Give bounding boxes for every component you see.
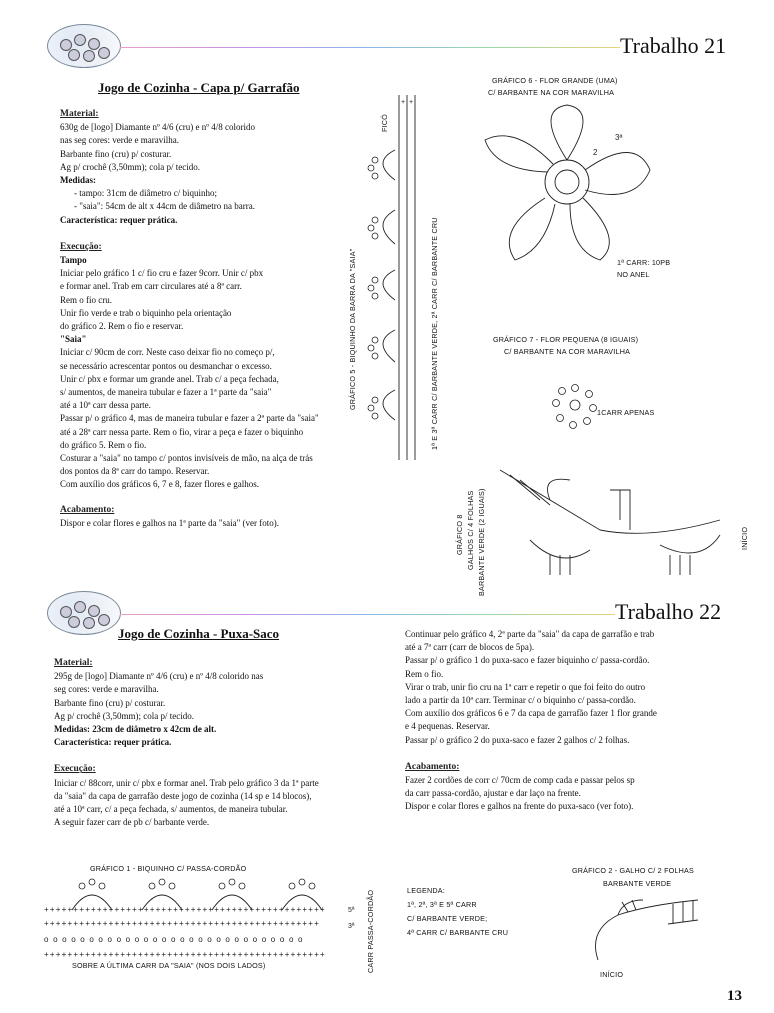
execucao-line: Iniciar c/ 88corr, unir c/ pbx e formar anel. Trab pelo gráfico 3 da 1ª parte xyxy=(54,777,319,788)
section-title-trabalho-21: Trabalho 21 xyxy=(620,33,727,58)
row-number: 3ª xyxy=(348,923,355,930)
saia-line: se necessário acrescentar pontos ou desmanchar o excesso. xyxy=(60,360,272,371)
edging-chart xyxy=(42,876,362,966)
svg-text:o o o o o o o o o o o o o o o: o o o o o o o o o o o o o o o o o o o o o o o o o o o o o xyxy=(44,935,304,944)
chart-caption: GRÁFICO 2 - GALHO C/ 2 FOLHAS xyxy=(572,866,695,875)
logo-badge xyxy=(47,591,121,635)
text-line: Passar p/ o gráfico 2 do puxa-saco e fazer 2 galhos c/ 2 folhas. xyxy=(405,734,630,745)
chart-caption: BARBANTE VERDE xyxy=(603,879,672,888)
chart-note: 1CARR APENAS xyxy=(597,408,655,417)
chart-note: 1ª CARR: 10PB xyxy=(617,258,671,267)
material-heading: Material: xyxy=(60,109,99,119)
tampo-line: Rem o fio cru. xyxy=(60,294,112,305)
medidas-line: - tampo: 31cm de diâmetro c/ biquinho; xyxy=(74,188,217,199)
legend-title: LEGENDA: xyxy=(407,886,445,895)
project-title: Jogo de Cozinha - Capa p/ Garrafão xyxy=(98,80,300,95)
acabamento-line: Dispor e colar flores e galhos na frente do puxa-saco (ver foto). xyxy=(405,801,634,812)
text-line: até a 7ª carr (carr de blocos de 5pa). xyxy=(405,642,535,653)
text-line: Com auxílio dos gráficos 6 e 7 da capa de garrafão fazer 1 flor grande xyxy=(405,708,657,719)
header-rule xyxy=(120,47,620,48)
svg-text:++++++++++++++++++++++++++++++: ++++++++++++++++++++++++++++++++++++++++++++++++ xyxy=(44,950,326,959)
saia-line: Passar p/ o gráfico 4, mas de maneira tubular e fazer a 2ª parte da "saia" xyxy=(60,413,319,424)
tampo-heading: Tampo xyxy=(60,255,87,266)
text-line: Continuar pelo gráfico 4, 2ª parte da "saia" da capa de garrafão e trab xyxy=(405,629,655,639)
material-line: 295g de [logo] Diamante nº 4/6 (cru) e nº 4/8 colorido nas xyxy=(54,671,264,682)
text-line: Rem o fio. xyxy=(405,668,444,679)
material-heading: Material: xyxy=(54,658,93,668)
chart-vertical-label: GALHOS C/ 4 FOLHAS xyxy=(466,490,475,570)
chart-caption: SOBRE A ÚLTIMA CARR DA "SAIA" (NOS DOIS LADOS) xyxy=(72,961,266,970)
saia-line: s/ aumentos, de maneira tubular e fazer a 1ª parte da "saia" xyxy=(60,387,272,398)
material-line: Ag p/ crochê (3,50mm); cola p/ tecido. xyxy=(60,161,200,172)
svg-text:+: + xyxy=(401,99,406,106)
tampo-line: Unir fio verde e trab o biquinho pela orientação xyxy=(60,307,232,318)
acabamento-line: Fazer 2 cordões de corr c/ 70cm de comp cada e passar pelos sp xyxy=(405,775,635,786)
small-flower-chart xyxy=(543,370,613,440)
caracteristica: Característica: requer prática. xyxy=(54,737,172,748)
tampo-line: e formar anel. Trab em carr circulares até a 8ª carr. xyxy=(60,281,242,292)
chart-vertical-label: GRÁFICO 8 xyxy=(455,514,464,555)
acabamento-line: da carr passa-cordão, ajustar e dar laço na frente. xyxy=(405,788,581,799)
saia-line: até a 10ª carr dessa parte. xyxy=(60,400,151,411)
text-line: Passar p/ o gráfico 1 do puxa-saco e fazer biquinho c/ passa-cordão. xyxy=(405,655,650,666)
legend-line: C/ BARBANTE VERDE; xyxy=(407,914,488,923)
crochet-strip-chart xyxy=(365,90,425,470)
chart-note: NO ANEL xyxy=(617,270,650,279)
material-line: Ag p/ crochê (3,50mm); cola p/ tecido. xyxy=(54,710,194,721)
saia-line: Com auxílio dos gráficos 6, 7 e 8, fazer flores e galhos. xyxy=(60,479,259,490)
chart-number: 3ª xyxy=(615,133,623,142)
chart-label-fico: FICÓ xyxy=(380,114,389,132)
svg-text:+: + xyxy=(409,99,414,106)
text-line: lado a partir da 10ª carr. Terminar c/ o biquinho c/ passa-cordão. xyxy=(405,695,636,706)
tampo-line: Iniciar pelo gráfico 1 c/ fio cru e fazer 9corr. Unir c/ pbx xyxy=(60,268,264,279)
saia-line: Unir c/ pbx e formar um grande anel. Trab c/ a peça fechada, xyxy=(60,373,279,384)
legend-line: 4ª CARR C/ BARBANTE CRU xyxy=(407,928,509,937)
saia-line: Iniciar c/ 90cm de corr. Neste caso deixar fio no começo p/, xyxy=(60,347,275,358)
medidas: Medidas: 23cm de diâmetro x 42cm de alt. xyxy=(54,724,217,735)
branch-chart xyxy=(490,460,740,590)
execucao-line: A seguir fazer carr de pb c/ barbante verde. xyxy=(54,817,210,828)
row-number: 5ª xyxy=(348,907,355,914)
chart-caption: C/ BARBANTE NA COR MARAVILHA xyxy=(504,347,631,356)
text-line: Virar o trab, unir fio cru na 1ª carr e repetir o que foi feito do outro xyxy=(405,681,646,692)
material-line: seg cores: verde e maravilha. xyxy=(54,684,159,695)
acabamento-heading: Acabamento: xyxy=(405,761,460,772)
chart-caption: C/ BARBANTE NA COR MARAVILHA xyxy=(488,88,615,97)
saia-line: Costurar a "saia" no tampo c/ pontos invisíveis de mão, na alça de trás xyxy=(60,453,313,464)
saia-heading: "Saia" xyxy=(60,334,87,345)
chart-caption: GRÁFICO 1 - BIQUINHO C/ PASSA-CORDÃO xyxy=(90,864,247,873)
chart-caption: GRÁFICO 6 - FLOR GRANDE (UMA) xyxy=(492,76,618,85)
saia-line: do gráfico 5. Rem o fio. xyxy=(60,439,147,450)
tampo-line: do gráfico 2. Rem o fio e reservar. xyxy=(60,321,184,332)
t22-right-text xyxy=(405,628,765,814)
header-rule xyxy=(120,614,615,615)
chart-vertical-label: GRÁFICO 5 - BIQUINHO DA BARRA DA "SAIA" xyxy=(348,248,357,410)
execucao-heading: Execução: xyxy=(60,241,102,252)
chart-inicio-label: INÍCIO xyxy=(600,970,624,979)
medidas-heading: Medidas: xyxy=(60,175,96,186)
logo-badge xyxy=(47,24,121,68)
small-branch-chart xyxy=(578,890,718,970)
material-line: 630g de [logo] Diamante nº 4/6 (cru) e nº 4/8 colorido xyxy=(60,122,256,133)
page-number: 13 xyxy=(727,988,742,1004)
chart-vertical-label: CARR PASSA-CORDÃO xyxy=(366,889,375,973)
big-flower-chart xyxy=(475,100,665,270)
section-title-trabalho-22: Trabalho 22 xyxy=(615,599,722,624)
text-line: e 4 pequenas. Reservar. xyxy=(405,721,490,732)
medidas-line: - "saia": 54cm de alt x 44cm de diâmetro na barra. xyxy=(74,201,256,212)
execucao-line: da "saia" da capa de garrafão deste jogo de cozinha (14 sp e 14 blocos), xyxy=(54,790,312,801)
svg-text:++++++++++++++++++++++++++++++: ++++++++++++++++++++++++++++++++++++++++++++++++ xyxy=(44,905,326,914)
acabamento-line: Dispor e colar flores e galhos na 1ª parte da "saia" (ver foto). xyxy=(60,517,279,528)
saia-line: dos pontos da 8ª carr do tampo. Reservar. xyxy=(60,466,210,477)
svg-text:++++++++++++++++++++++++++++++: +++++++++++++++++++++++++++++++++++++++++++++++ xyxy=(44,919,320,928)
execucao-heading: Execução: xyxy=(54,764,96,775)
chart-number: 2 xyxy=(593,148,598,157)
t22-left-text xyxy=(54,657,389,829)
legend-line: 1ª, 2ª, 3ª E 5ª CARR xyxy=(407,900,477,909)
material-line: Barbante fino (cru) p/ costurar. xyxy=(60,148,172,159)
chart-inicio-label: INÍCIO xyxy=(740,526,749,550)
saia-line: até a 28ª carr nessa parte. Rem o fio, virar a peça e fazer o biquinho xyxy=(60,426,304,437)
acabamento-heading: Acabamento: xyxy=(60,504,115,515)
execucao-line: até a 10ª carr, c/ a peça fechada, s/ aumentos, de maneira tubular. xyxy=(54,804,288,815)
chart-vertical-label: BARBANTE VERDE (2 IGUAIS) xyxy=(477,488,486,596)
caracteristica: Característica: requer prática. xyxy=(60,214,178,225)
chart-caption: GRÁFICO 7 - FLOR PEQUENA (8 IGUAIS) xyxy=(493,335,639,344)
material-line: nas seg cores: verde e maravilha. xyxy=(60,135,179,146)
project-title: Jogo de Cozinha - Puxa-Saco xyxy=(118,626,280,641)
chart-vertical-label: 1ª E 3ª CARR C/ BARBANTE VERDE, 2ª CARR C/ BARBANTE CRU xyxy=(430,217,439,450)
material-line: Barbante fino (cru) p/ costurar. xyxy=(54,697,166,708)
